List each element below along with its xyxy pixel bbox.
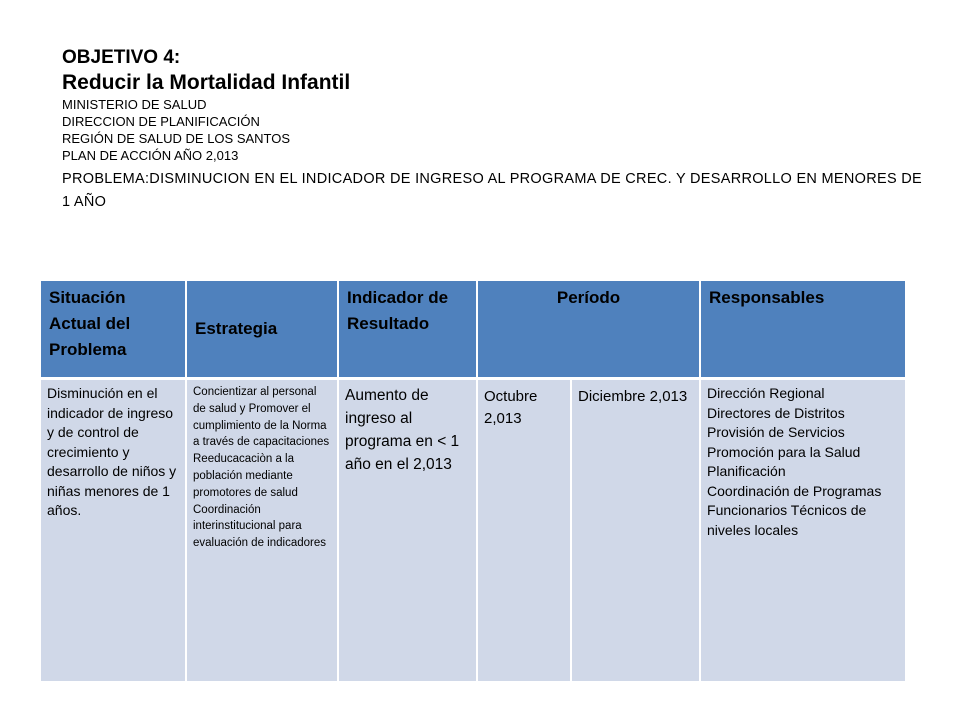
table-row bbox=[41, 379, 905, 682]
responsible-item: Dirección Regional bbox=[707, 385, 825, 401]
responsible-item: Planificación bbox=[707, 463, 786, 479]
strategy-item: Reeducacaciòn a la población mediante promotores de salud bbox=[193, 453, 298, 499]
cell-responsables bbox=[700, 379, 905, 682]
strategy-item: Concientizar al personal de salud y Promover el cumplimiento de la Norma a través de capacitaciones bbox=[193, 386, 330, 449]
header-line-plan: PLAN DE ACCIÓN AÑO 2,013 bbox=[62, 148, 239, 163]
strategy-item: Coordinación interinstitucional para evaluación de indicadores bbox=[193, 503, 326, 550]
header-responsables: Responsables bbox=[700, 281, 905, 379]
page-title: Reducir la Mortalidad Infantil bbox=[62, 71, 351, 94]
responsible-item: Directores de Distritos bbox=[707, 404, 845, 421]
document-header bbox=[62, 46, 922, 214]
table-header-row bbox=[41, 281, 905, 379]
cell-estrategia bbox=[186, 379, 338, 682]
cell-indicador: Aumento de ingreso al programa en < 1 año en el 2,013 bbox=[338, 379, 477, 682]
problem-statement: PROBLEMA:DISMINUCION EN EL INDICADOR DE INGRESO AL PROGRAMA DE CREC. Y DESARROLLO EN MENORES DE 1 AÑO bbox=[62, 171, 923, 210]
header-line-region: REGIÓN DE SALUD DE LOS SANTOS bbox=[62, 131, 291, 146]
header-periodo: Período bbox=[477, 281, 700, 379]
cell-situacion: Disminución en el indicador de ingreso y de control de crecimiento y desarrollo de niños y niñas menores de 1 años. bbox=[41, 379, 186, 682]
responsible-item: Coordinación de Programas bbox=[707, 482, 882, 499]
header-indicador: Indicador de Resultado bbox=[338, 281, 477, 379]
cell-periodo-fin: Diciembre 2,013 bbox=[571, 379, 700, 682]
responsible-item: Provisión de Servicios bbox=[707, 424, 845, 440]
header-line-direction: DIRECCION DE PLANIFICACIÓN bbox=[62, 114, 260, 129]
responsible-item: Promoción para la Salud bbox=[707, 443, 861, 460]
responsible-item: Funcionarios Técnicos de niveles locales bbox=[707, 502, 867, 538]
cell-periodo-inicio: Octubre 2,013 bbox=[477, 379, 571, 682]
header-estrategia: Estrategia bbox=[186, 281, 338, 379]
header-line-ministry: MINISTERIO DE SALUD bbox=[62, 97, 207, 112]
objective-label: OBJETIVO 4: bbox=[62, 47, 181, 68]
header-situacion: Situación Actual del Problema bbox=[41, 281, 186, 379]
action-plan-table bbox=[41, 281, 905, 681]
